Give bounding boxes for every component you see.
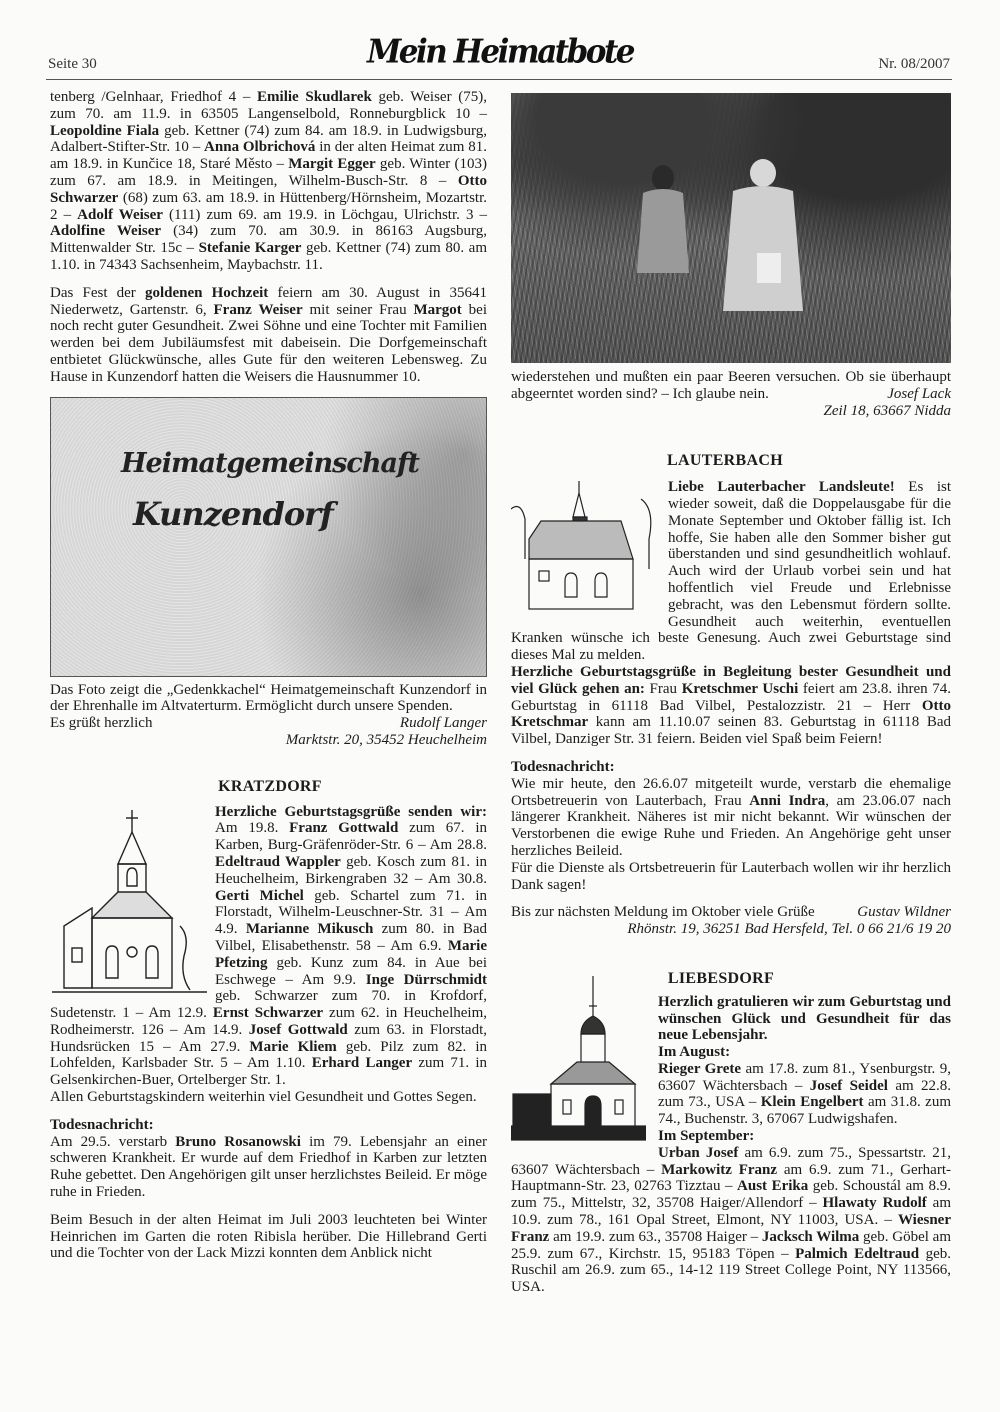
text-run: geb. Schartel zum 71. in Florstadt, Wilhelm-Leuschner-Str. 31 – Am 4.9. [215, 887, 487, 938]
text-run: am 6.9. zum 75., Spessartstr. 21, 63607 Wächtersbach – [511, 1144, 951, 1178]
bold-text: Otto Schwarzer [50, 172, 487, 206]
text-run: geb. Pilz zum 82. in Lohfelden, Karlsbader Str. 5 – Am 1.10. [50, 1038, 487, 1072]
lauterbach-death-heading: Todesnachricht: [511, 758, 615, 775]
bold-text: Ernst Schwarzer [212, 1005, 324, 1022]
tile-lettering-line1: Heimatgemeinschaft [121, 447, 420, 479]
text-run: kann am 11.10.07 seinen 83. Geburtstag in 61118 Bad Vilbel, Danziger Str. 31 feiern. Beiden viel Spaß beim Feiern! [511, 714, 951, 748]
author-address: Marktstr. 20, 35452 Heuchelheim [285, 731, 487, 748]
bold-text: Gerti Michel [215, 887, 304, 904]
bold-text: Rieger Grete [658, 1060, 742, 1077]
text-run: geb. Kettner (74) zum 84. am 18.9. in Ludwigsburg, Adalbert-Stifter-Str. 10 – [50, 122, 487, 156]
text-run: geb. Kettner (74) zum 80. am 1.10. in 74343 Sachsenheim, Maybachstr. 11. [50, 240, 487, 273]
masthead-logo: Mein Heimatbote [366, 33, 634, 71]
text-run: am 10.9. zum 78., 161 Opal Street, Elmont, NY 11003, USA. – [511, 1195, 951, 1229]
text-run: geb. Ruschil am 26.9. zum 65., 14-12 119 Street College Point, NY 113566, USA. [511, 1245, 951, 1296]
bold-text: Marianne Mikusch [245, 921, 374, 938]
bold-text: Inge Dürrschmidt [365, 971, 487, 988]
golden-wedding-paragraph [50, 285, 487, 386]
lauterbach-birthdays [511, 664, 951, 748]
photo-caption [50, 682, 487, 716]
text-run: am 6.9. zum 71., Gerhart-Hauptmann-Str. 23, 02763 Tizztau – [511, 1161, 951, 1195]
text-run: zum 80. in Bad Vilbel, Elisabethenstr. 58 – Am 6.9. [215, 921, 488, 954]
bold-text: Stefanie Karger [198, 240, 302, 257]
kratzdorf-death-heading: Todesnachricht: [50, 1116, 154, 1133]
bold-text: Adolf Weiser [77, 206, 163, 223]
lauterbach-death-notice [511, 776, 951, 860]
text-run: mit seiner Frau [302, 301, 414, 318]
text-run: geb. Göbel am 25.9. zum 67., Kirchstr. 15, 95183 Töpen – [511, 1228, 951, 1262]
bold-text: Marie Kliem [249, 1038, 337, 1055]
bold-text: Erhard Langer [311, 1055, 413, 1072]
kratzdorf-death-notice [50, 1134, 487, 1201]
text-run: zum 62. in Heuchelheim, Rodheimerstr. 126 – Am 14.9. [50, 1005, 487, 1038]
text-run: am 17.8. zum 81., Ysenburgstr. 9, 63607 Wächtersbach – [658, 1060, 951, 1094]
tile-lettering-line2: Kunzendorf [133, 494, 333, 533]
text-run: am 19.9. zum 63., 35708 Haiger – [549, 1228, 762, 1245]
church-drawing-kratzdorf [52, 806, 207, 1002]
text-run: geb. Winter (103) zum 67. am 18.9. in Meitingen, Wilhelm-Busch-Str. 8 – [50, 156, 487, 189]
closing: Bis zur nächsten Meldung im Oktober viele Grüße [511, 904, 815, 921]
header-divider [46, 79, 952, 80]
issue-number: Nr. 08/2007 [878, 56, 950, 72]
memorial-tile-photo [50, 397, 487, 677]
bold-text: Herzliche Geburtstagsgrüße senden wir: [215, 803, 487, 820]
bold-text: Margit Egger [288, 156, 376, 173]
text-run: am 31.8. zum 74., Buchenstr. 3, 67067 Ludwigshafen. [658, 1094, 951, 1128]
liebesdorf-intro: Herzlich gratulieren wir zum Geburtstag und wünschen Glück und Gesundheit für das neue Lebensjahr. [658, 993, 951, 1044]
text-run: Es ist wieder soweit, daß die Doppelausgabe für die Monate September und Oktober fällig ist. Ich hoffe, Sie haben alle den Sommer bisher gut überstanden und sind gesundheitlich wohlauf. Auch wird der Urlaub vorbei sein und hat hoffentlich viel Freude und Erlebnisse gebracht, was den Lebensmut fördern sollte. Gesundheit auch weiterhin, eventuellen Kranken wünsche ich beste Genesung. Auch zwei Geburtstage sind dieses Mal zu melden. [511, 479, 951, 664]
section-heading-kratzdorf: KRATZDORF [218, 777, 322, 795]
church-drawing-lauterbach [511, 479, 656, 615]
bold-text: Klein Engelbert [760, 1094, 864, 1111]
author-name: Rudolf Langer [399, 715, 487, 732]
bold-text: Anni Indra [749, 792, 826, 809]
text-run: zum 63. in Florstadt, Hundsrücken 15 – Am 27.9. [50, 1021, 487, 1055]
text-run: (68) zum 63. am 18.9. in Hüttenberg/Hörnsheim, Mozartstr. 2 – [50, 189, 487, 223]
berry-picking-photo [511, 93, 951, 363]
kratzdorf-wishes [50, 1089, 487, 1106]
bold-text: Otto Kretschmar [511, 697, 951, 731]
text-run: Allen Geburtstagskindern weiterhin viel Gesundheit und Gottes Segen. [50, 1089, 477, 1106]
text-run: Am 29.5. verstarb [50, 1133, 176, 1150]
bold-text: Kretschmer Uschi [681, 680, 799, 697]
text-run: am 22.8. zum 73., USA – [658, 1077, 951, 1111]
september-heading: Im September: [658, 1128, 755, 1145]
birthday-list-paragraph [50, 89, 487, 274]
lauterbach-thanks [511, 860, 951, 894]
bold-text: Jacksch Wilma [761, 1228, 860, 1245]
text-run: wiederstehen und mußten ein paar Beeren versuchen. Ob sie überhaupt abgeerntet worden sind? – Ich glaube nein. [511, 369, 951, 402]
bold-text: Emilie Skudlarek [257, 89, 372, 105]
text-run: Für die Dienste als Ortsbetreuerin für Lauterbach wollen wir ihr herzlich Dank sagen! [511, 859, 951, 893]
bold-text: Palmich Edeltraud [795, 1245, 920, 1262]
text-run: zum 71. in Gelsenkirchen-Buer, Ortelberger Str. 1. [50, 1055, 487, 1089]
lauterbach-signature [511, 904, 951, 921]
text-run: Frau [644, 680, 682, 697]
text-run: geb. Kosch zum 81. in Heuchelheim, Birkengraben 32 – Am 30.8. [215, 853, 487, 887]
bold-text: Wiesner Franz [511, 1212, 951, 1245]
bold-text: Edeltraud Wappler [215, 853, 341, 870]
text-run: Das Fest der [50, 284, 145, 301]
church-illustration [511, 976, 646, 1148]
september-birthdays [511, 1145, 951, 1296]
bold-text: Adolfine Weiser [50, 223, 162, 240]
bold-text: Bruno Rosanowski [175, 1133, 301, 1150]
text-run: tenberg /Gelnhaar, Friedhof 4 – [50, 89, 258, 105]
bold-text: Marie Pfetzing [215, 937, 487, 971]
bold-text: Aust Erika [737, 1178, 809, 1195]
bold-text: Anna Olbrichová [204, 139, 316, 156]
greeting: Es grüßt herzlich [50, 715, 153, 732]
text-run: (111) zum 69. am 19.9. in Löchgau, Ulrichstr. 3 – [162, 206, 488, 223]
photo-caption [511, 369, 951, 403]
text-run: feiern am 30. August in 35641 Niederwetz, Gartenstr. 6, [50, 284, 487, 318]
bold-text: Urban Josef [658, 1144, 739, 1161]
church-illustration [52, 806, 207, 1002]
text-run: geb. Weiser (75), zum 70. am 11.9. in 63505 Langenselbold, Ronneburgblick 10 – [50, 89, 487, 122]
bold-text: Liebe Lauterbacher Landsleute! [668, 479, 895, 496]
section-heading-liebesdorf: LIEBESDORF [667, 969, 775, 987]
photo-author-address: Zeil 18, 63667 Nidda [823, 402, 951, 419]
section-heading-lauterbach: LAUTERBACH [667, 452, 783, 470]
right-column [511, 93, 951, 1296]
photo-figures [511, 93, 951, 363]
text-run: (34) zum 70. am 30.9. in 86163 Augsburg, Mittenwalder Str. 15c – [50, 223, 488, 257]
text-run: zum 67. in Karben, Burg-Gräfenröder-Str. 6 – Am 28.8. [215, 820, 487, 854]
text-run: geb. Kunz zum 84. in Aue bei Eschwege – Am 9.9. [215, 954, 487, 988]
author-name: Gustav Wildner [857, 904, 951, 921]
bold-text: Leopoldine Fiala [50, 122, 160, 139]
caption-text [511, 369, 951, 402]
text-run: Wie mir heute, den 26.6.07 mitgeteilt wurde, verstarb die ehemalige Ortsbetreuerin von Lauterbach, Frau [511, 775, 951, 809]
text-run: im 79. Lebensjahr an einer schweren Krankheit. Er wurde auf dem Friedhof in Karben zur letzten Ruhe gebettet. Den Angehörigen gilt unser herzlichstes Beileid. Er möge ruhe in Frieden. [50, 1133, 488, 1201]
bold-text: goldenen Hochzeit [144, 284, 269, 301]
text-run: Das Foto zeigt die „Gedenkkachel“ Heimatgemeinschaft Kunzendorf in der Ehrenhalle im Altvaterturm. Ermöglicht durch unsere Spenden. [50, 681, 487, 715]
signature-line [50, 715, 487, 732]
chapel-illustration [511, 479, 656, 615]
bold-text: Hlawaty Rudolf [822, 1195, 927, 1212]
bold-text: Herzliche Geburtstagsgrüße in Begleitung bester Gesundheit und viel Glück gehen an: [511, 663, 951, 697]
text-run: , am 23.06.07 nach längerer Krankheit. Näheres ist mir nicht bekannt. Wir wünschen der Verstorbenen die ewige Ruhe und Frieden. An Angehörige geht unser herzliches Beileid. [511, 792, 951, 859]
bold-text: Markowitz Franz [661, 1161, 778, 1178]
text-run: Beim Besuch in der alten Heimat im Juli 2003 leuchteten bei Winter Heinrichen im Garten die roten Ribisla herüber. Die Hillebrand Gerti und die Tochter von der Lack Mizzi konnten dem Anblick nicht [50, 1211, 487, 1262]
photo-author: Josef Lack [887, 385, 951, 402]
bold-text: Franz Weiser [213, 301, 303, 318]
august-heading: Im August: [658, 1044, 731, 1061]
kratzdorf-visit-story [50, 1212, 487, 1262]
bold-text: Margot [413, 301, 462, 318]
text-run: geb. Schwarzer zum 70. in Krofdorf, Sudetenstr. 1 – Am 12.9. [50, 988, 487, 1022]
left-column [50, 89, 487, 1262]
church-drawing-liebesdorf [511, 976, 646, 1148]
text-run: bei noch recht guter Gesundheit. Zwei Söhne und eine Tochter mit Familien werden bei dem Jubiläumsfest mit dabeisein. Die Dorfgemeinschaft entbietet Glückwünsche, alles Gute für den weiteren Lebensweg. Zu Hause in Kunzendorf hatten die Weisers die Hausnummer 10. [50, 301, 487, 385]
bold-text: Josef Gottwald [248, 1021, 348, 1038]
text-run: geb. Schoustál am 8.9. zum 75., Mittelstr, 32, 35708 Haiger/Allendorf – [511, 1178, 951, 1212]
author-address: Rhönstr. 19, 36251 Bad Hersfeld, Tel. 0 66 21/6 19 20 [627, 921, 951, 938]
text-run: feiert am 23.8. ihren 74. Geburtstag in 61118 Bad Vilbel, Pestalozzistr. 21 – Herr [511, 680, 951, 714]
text-run: Am 19.8. [215, 820, 290, 837]
bold-text: Josef Seidel [809, 1077, 888, 1094]
bold-text: Franz Gottwald [289, 820, 399, 837]
text-run: in der alten Heimat zum 81. am 18.9. in Kunčice 18, Staré Město – [50, 139, 487, 173]
page-number: Seite 30 [48, 56, 97, 72]
